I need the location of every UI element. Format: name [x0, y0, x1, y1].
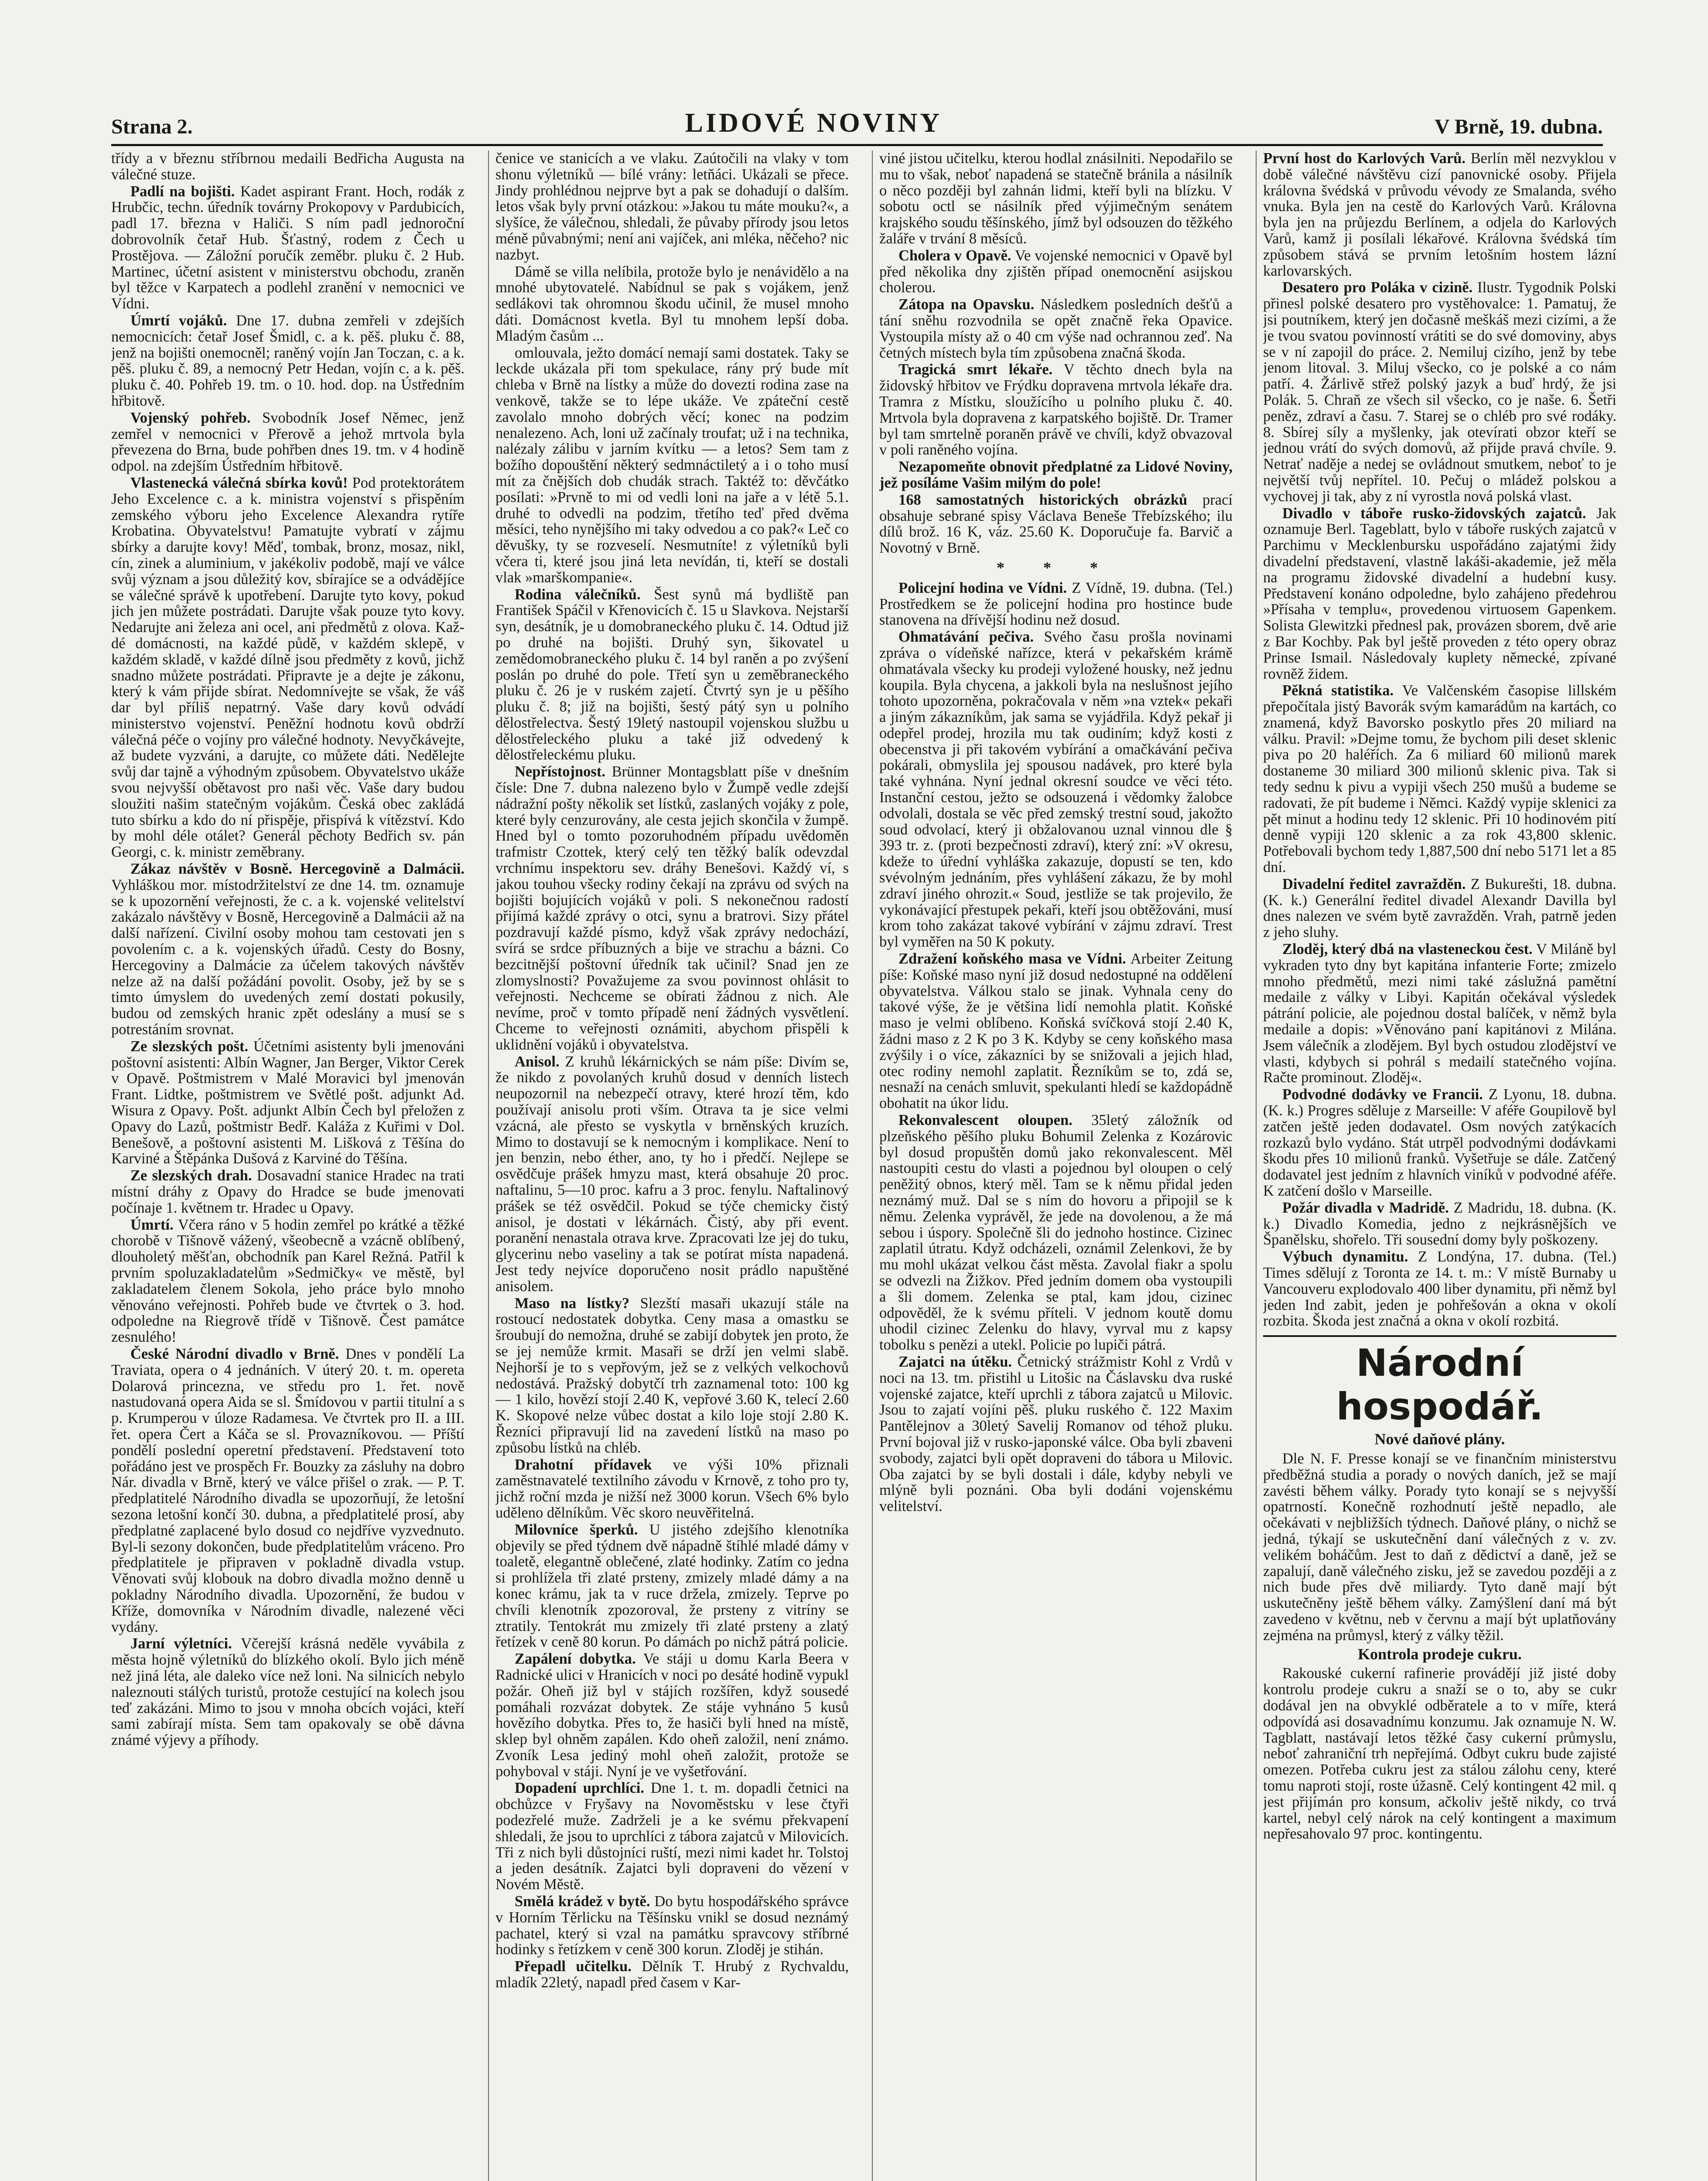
article-paragraph: [1263, 683, 1616, 875]
article-heading: Zátopa na Opavsku.: [898, 296, 1035, 313]
article-paragraph: [495, 1651, 849, 1779]
article-heading: Rekonvalescent oloupen.: [898, 1112, 1073, 1129]
article-body: čenice ve stanicích a ve vlaku. Zaútočili na vlaky v tom shonu výletníků — bílé vrány: letňáci. Ukázali se přece. Jindy prohlédnou nejprve byt a pak se dohadují o dalším. letos však byly první otázkou: »Jakou tu máte mouku?«, a slyšíce, že válečnou, shledali, že půvaby přírody jsou letos méně půvabnými; není ani vajíček, ani mléka, něčeho? nic nazbyt.: [495, 150, 849, 263]
page-header: [111, 99, 1603, 139]
article-body: Svobodník Josef Němec, jenž zemřel v nemocnici v Přerově a jehož mrtvola byla převezena do Brna, bude pohřben dnes 19. tm. v 4 hodině odpol. na zdejším Ústředním hřbitově.: [111, 409, 465, 475]
article-paragraph: [1263, 941, 1616, 1086]
article-paragraph: [1263, 1087, 1616, 1199]
article-paragraph: [111, 475, 465, 860]
article-heading: Úmrtí.: [130, 1216, 174, 1233]
article-body: Z Bukurešti, 18. dubna. (K. k.) Generální ředitel divadel Alexandr Davilla byl dnes nalezen ve svém bytě zavražděn. Vrah, patrně jeden z jeho sluhy.: [1263, 875, 1616, 941]
article-heading: Smělá krádež v bytě.: [515, 1893, 650, 1910]
article-body: Brünner Montagsblatt píše v dnešním čísle: Dne 7. dubna nalezeno bylo v Žumpě vedle zdejší nádražní pošty několik set lístků, zaslaných vojáky z pole, které byly cenzurovány, ale cesta jejich skončila v žumpě. Hned byl o tomto pozoruhodném případu uvědoměn trafmistr Czottek, který celý ten těžký balík odevzdal vrchnímu inspektoru sev. dráhy Benešovi. Každý ví, s jakou touhou všecky rodiny čekají na zprávu od svých na bojišti bojujících vojáků v poli. S nekonečnou radostí přijímá každé zprávy o otci, synu a bratrovi. Sizy přátel pozdravují každé písmo, když však zprávy nedochází, svírá se srdce příbuzných a bije ve strachu a bázni. Co bezcitnější poštovní úředník tak učinil? Snad jen ze zlomyslnosti? Považujeme za svou povinnost ohlásit to veřejnosti. Nechceme se obírati žádnou z nich. Ale nevíme, proč v tomto případě není žádných vysvětlení. Chceme to veřejnosti oznámiti, abychom přispěli k uklidnění vojáků i obyvatelstva.: [495, 763, 849, 1053]
article-body: Vyhláškou mor. místodržitelství ze dne 14. tm. oznamuje se k upozornění veřejnosti, že c. a k. vojenské velitelství zakázalo návštěvy v Bosně, Hercegovině a Dalmácii až na další nařízení. Civilní osoby mohou tam cestovati jen s povolením c. a k. vojenských úřadů. Cesty do Bosny, Hercegoviny a Dalmácie za účelem takových návštěv nelze až na další požádání povolit. Osoby, jež by se s timto úmyslem do uvedených zemí dostati pokusily, budou od zemských hranic zpět odeslány a musí se s potrestáním srovnat.: [111, 876, 465, 1038]
article-paragraph: Rakouské cukerní rafinerie provádějí již jisté doby kontrolu prodeje cukru a snaží se o to, aby se cukr dodával jen na obvyklé odběratele a to v míře, která odpovídá asi dosavadnímu konzumu. Jak oznamuje N. W. Tagblatt, nastávají letos těžké časy cukerní průmyslu, neboť zahraniční trh nepřejímá. Odbyt cukru bude zajisté omezen. Potřeba cukru jest za stálou zálohu ceny, které tomu naproti stojí, roste úžasně. Celý kontingent 42 mil. q jest přijímán pro konsum, ačkoliv ještě nikdy, co trvá kartel, nebyl celý nárok na celý kontingent a maximum nepřesahovalo 97 proc. kontingentu.: [1263, 1665, 1616, 1843]
article-heading: Přepadl učitelku.: [515, 1958, 632, 1975]
article-paragraph: [879, 297, 1233, 361]
article-body: Z Vídně, 19. dubna. (Tel.) Prostředkem se že policejní hodina pro hostince bude stanovena na dřívější hodinu než dosud.: [879, 579, 1233, 629]
article-heading: Divadlo v táboře rusko-židovských zajatců.: [1282, 505, 1586, 522]
article-paragraph: [111, 1039, 465, 1167]
article-heading: Výbuch dynamitu.: [1282, 1248, 1408, 1265]
article-paragraph: Dle N. F. Presse konají se ve finančním ministerstvu předběžná studia a porady o nových daních, jež se mají zavésti během války. Porady tyto konají se s nejvyšší opatrností. Konečně rozhodnutí ještě nepadlo, ale očekávati v nejbližších týdnech. Daňové plány, o nichž se jedná, týkají se uskutečnění daní válečných z v. zv. velikém boháčům. Jest to daň z dědictví a daně, jež se zapalují, daně válečného zisku, jež se zavedou později a z nich bude přes dvě miliardy. Tyto daně mají být uskutečněny ještě během války. Zamýšlení daní má být zavedeno v květnu, neb v červnu a mají být uplatňovány zejména na průmysl, který z války těžil.: [1263, 1450, 1616, 1644]
article-body: Ve stáji u domu Karla Beera v Radnické ulici v Hranicích v noci po desáté hodině vypukl požár. Oheň již byl v stájích rozšířen, když sousedé pomáhali rozvázat dobytek. Ze stáje vyhnáno 5 kusů hovězího dobytka. Přes to, že hasiči byli hned na místě, sklep byl ohněm zapálen. Kdo oheň založil, není známo. Zvoník Lesa jediný mohl oheň založit, protože se pohyboval v stáji. Nyní je ve vyšetřování.: [495, 1651, 849, 1780]
article-paragraph: [495, 345, 849, 586]
article-heading: Pěkná statistika.: [1282, 682, 1394, 699]
article-paragraph: [495, 1296, 849, 1456]
article-paragraph: [1263, 506, 1616, 682]
article-body: Četnický strážmistr Kohl z Vrdů v noci na 13. tm. přistihl u Litošic na Čáslavsku dva ruské vojenské zajatce, kteří uprchli z tábora zajatců u Milovic. Jsou to zajatí vojíni pěš. pluku ruského č. 122 Maxim Pantělejnov a 30letý Savelij Romanov od téhož pluku. První bojoval již v rusko-japonské válce. Oba byli zbaveni svobody, zajatci byli opět dopraveni do tábora u Milovic. Oba zajatci by se byli dostali i dále, kdyby nebyli ve mlýně byli poznáni. Oba byli dodáni vojenskému velitelství.: [879, 1353, 1233, 1515]
article-body: Včera ráno v 5 hodin zemřel po krátké a těžké chorobě v Tišnově vážený, všeobecně a vzácně oblíbený, dlouholetý měšťan, obchodník pan Karel Režná. Patřil k prvním spoluzakladatelům »Sedmičky« ve městě, byl zakladatelem členem Sokola, jeho práce bylo mnoho věnováno veřejnosti. Pohřeb bude ve čtvrtek o 3. hod. odpoledne na Riegrově třídě v Tišnově. Čest památce zesnulého!: [111, 1216, 465, 1346]
header-rule: [111, 144, 1603, 146]
page-number: Strana 2.: [111, 115, 193, 138]
article-heading: Jarní výletníci.: [130, 1635, 232, 1652]
article-body: Ve vojenské nemocnici v Opavě byl před několika dny zjištěn případ onemocnění asijskou cholerou.: [879, 247, 1233, 296]
article-body: Následkem posledních dešťů a tání sněhu rozvodnila se opět značně řeka Opavice. Vystoupila místy až o 40 cm výše nad ochrannou zeď. Na četných místech byla tím způsobena značná škoda.: [879, 296, 1233, 361]
article-paragraph: [111, 1346, 465, 1635]
article-heading: Rodina válečníků.: [515, 586, 641, 603]
article-heading: Milovníce šperků.: [515, 1521, 638, 1538]
article-paragraph: [111, 184, 465, 312]
article-body: Do bytu hospodářského správce v Horním Těrlicku na Těšínsku vnikl se dosud neznámý pachatel, který si vzal na památku spravcovy stříbrné hodinky s řetízkem v ceně 300 korun. Zloděj je stihán.: [495, 1893, 849, 1958]
article-body: Dámě se villa nelíbila, protože bylo je nenávidělo a na mnohé ubytovatelé. Nabídnul se pak s vojákem, jenž sedlákovi tak ohromnou škodu učinil, že musel mnoho dáti. Domácnost kvetla. Byl tu mnohem lepší doba. Mladým časům ...: [495, 263, 849, 344]
article-heading: 168 samostatných historických obrázků: [898, 491, 1188, 508]
article-heading: Divadelní ředitel zavražděn.: [1282, 875, 1466, 892]
article-body: Z Lyonu, 18. dubna. (K. k.) Progres sděluje z Marseille: V aféře Goupilově byl zatčen ještě jeden dodavatel. Osm nových zatýkacích rozkazů bylo vydáno. Stát utrpěl podvodnými dodávkami škodu přes 10 milionů franků. Vyšetřuje se dále. Zatčený dodavatel jest jedním z hlavních viníků v podvodné aféře. K zatčení došlo v Marseille.: [1263, 1086, 1616, 1199]
column-1: [111, 150, 465, 2181]
article-paragraph: [879, 459, 1233, 491]
article-body: U jistého zdejšího klenotníka objevily se před týdnem dvě nápadně štíhlé mladé dámy v toaletě, elegantně oblečené, zlaté hodinky. Zatím co jedna si prohlížela tři zlaté prsteny, zmizely mladé dámy a na konec krámu, jak ta v ruce držela, zmizely. Teprve po chvíli klenotník zpozoroval, že prsteny z vitríny se ztratily. Tentokrát mu zmizely tři zlaté prsteny a zlatý řetízek v ceně 80 korun. Po dámách po nichž pátrá policie.: [495, 1521, 849, 1651]
article-body: 35letý záložník od plzeňského pěšího pluku Bohumil Zelenka z Kozárovic byl dosud propuštěn domů jako rekonvalescent. Měl nastoupiti cestu do vlasti a pojednou byl oloupen o celý peněžitý obnos, který měl. Tam se k němu přidal jeden neznámý muž. Dal se s ním do hovoru a připojil se k němu. Zelenka vyprávěl, že jede na dovolenou, a že má sebou i úspory. Společně šli do jednoho hostince. Cizinec zaplatil útratu. Když odcházeli, oznámil Zelenkovi, že by mu mohl ukázat velkou část města. Zavolal fiakr a spolu se odvezli na Žižkov. Před jedním domem oba vystoupili a šli domem. Zelenka se ptal, kam jdou, cizinec odpověděl, že k svému příteli. V jednom koutě domu uhodil cizinec Zelenku do hlavy, vyrval mu z kapsy tobolku s penězi a utekl. Policie po lupiči pátrá.: [879, 1112, 1233, 1354]
article-heading: Zapálení dobytka.: [515, 1651, 636, 1668]
article-paragraph: [1263, 876, 1616, 940]
column-divider: [488, 150, 489, 2181]
article-heading: Nezapomeňte obnovit předplatné za Lidové Noviny, jež posíláme Vašim milým do pole!: [879, 458, 1233, 491]
article-heading: Zloděj, který dbá na vlasteneckou čest.: [1282, 941, 1533, 958]
article-body: Šest synů má bydliště pan František Spáčil v Křenovicích č. 15 u Slavkova. Nejstarší syn, desátník, je u domobraneckého pluku č. 14. Odtud již po druhé na bojišti. Druhý syn, šikovatel u zemědomobraneckého pluku č. 14 byl raněn a po zvýšení poslán po druhé do pole. Třetí syn u zeměbraneckého pluku č. 26 je v ruském zajetí. Čtvrtý syn je u pěšího pluku č. 8; již na bojišti, šestý pátý syn u polního dělostřelectva. Šestý 19letý nastoupil vojenskou službu u dělostřeleckého pluku a také již odvedený k dělostřeleckému pluku.: [495, 586, 849, 763]
article-paragraph: [1263, 280, 1616, 504]
article-heading: Nepřístojnost.: [515, 763, 605, 780]
article-paragraph: [495, 1522, 849, 1650]
article-paragraph: [495, 1457, 849, 1521]
article-heading: Zákaz návštěv v Bosně. Hercegovině a Dalmácii.: [130, 861, 465, 878]
column-3: [879, 150, 1233, 2181]
article-body: Kadet aspirant Frant. Hoch, rodák z Hrubčic, techn. úředník továrny Prokopovy v Pardubicích, padl 17. března v Haliči. S ním padl jednoroční dobrovolník četař Hub. Šťastný, rodem z Čech u Prostějova. — Záložní poručík zeměbr. pluku č. 2 Hub. Martinec, účetní asistent v ministerstvu obchodu, zraněn byl těžce v Karpatech a podlehl zranění v nemocnici ve Vídni.: [111, 183, 465, 312]
article-body: Z kruhů lékárnických se nám píše: Divím se, že nikdo z povolaných kruhů dosud v denních listech neupozornil na nebezpečí otravy, které hrozí těm, kdo používají anisolu proti vším. Otrava ta je sice velmi vzácná, ale přesto se vyskytla v brněnských kruzích. Mimo to dostavují se k nemocným i komplikace. Není to jen benzin, nebo éther, ano, ty ho i předčí. Nejlepe se osvědčuje prášek hmyzu mast, která obsahuje 20 proc. naftalinu, 5—10 proc. kafru a 3 proc. fenylu. Naftalinový prášek se též osvědčil. Pokud se týče chemicky čistý anisol, je dostati v lékárnách. Čistý, aby při event. poranění nenastala otrava krve. Zpracovati lze jej do tuku, glycerinu nebo vaseliny a tak se potírat místa napadená. Jest tedy nejvíce doporučeno nosit prádlo napuštěné anisolem.: [495, 1053, 849, 1295]
article-body: Dne 17. dubna zemřeli v zdejších nemocnicích: četař Josef Šmidl, c. a k. pěš. pluku č. 88, jenž na bojišti onemocněl; raněný vojín Jan Toczan, c. a k. pěš. pluku č. 89, a nemocný Petr Hedan, vojín c. a k. pěš. pluku č. 40. Pohřeb 19. tm. o 10. hod. dop. na Ústředním hřbitově.: [111, 312, 465, 409]
article-body: Včerejší krásná neděle vyvábila z města hojně výletníků do blízkého okolí. Bylo jich méně než jiná léta, ale daleko více než loni. Na silnicích nebylo naleznouti stálých turistů, protože cestující na kolech jsou teď zakázáni. Mimo to jsou v mnoha obcích vojáci, kteří sami zabírají místa. Sem tam opakovaly se obě dávna známé výjevy a příhody.: [111, 1635, 465, 1749]
article-paragraph: [879, 1354, 1233, 1514]
newspaper-title: LIDOVÉ NOVINY: [685, 108, 943, 138]
article-paragraph: [879, 580, 1233, 628]
article-paragraph: [111, 150, 465, 183]
article-heading: Ze slezských drah.: [130, 1167, 252, 1184]
section-title: Národní hospodář.: [1336, 1341, 1544, 1429]
article-heading: Úmrtí vojáků.: [130, 312, 227, 329]
article-heading: První host do Karlových Varů.: [1263, 150, 1465, 167]
subsection-title: Nové daňové plány.: [1374, 1430, 1505, 1448]
column-divider: [872, 150, 873, 2181]
article-body: Jak oznamuje Berl. Tageblatt, bylo v táboře ruských zajatců v Parchimu v Mecklenbursku uspořádáno zajatými židy divadelní představení, vlastně lakáši-akademie, jež měla na programu židovské divadelní a hudební kusy. Představení konáno odpoledne, bylo zahájeno předehrou »Přísaha v templu«, provedenou virtuosem Gapenkem. Solista Glewitzki přednesl pak, provázen sborem, dvě arie z Bar Kochby. Pak byl ještě proveden z této opery obraz Prinse Ismail. Následovaly kuplety německé, zpívané rovněž židem.: [1263, 505, 1616, 682]
article-paragraph: [111, 410, 465, 474]
article-heading: Vojenský pohřeb.: [130, 409, 251, 426]
article-paragraph: [111, 313, 465, 409]
article-body: ve výši 10% přiznali zaměstnavatelé textilního závodu v Krnově, z toho pro ty, jichž roční mzda je nižší než 3000 korun. Všech 6% bylo uděleno dělníkům. Věc skoro neuvěřitelná.: [495, 1456, 849, 1521]
article-paragraph: [879, 362, 1233, 458]
article-paragraph: [111, 861, 465, 1038]
column-4: [1263, 150, 1616, 2181]
article-body: třídy a v březnu stříbrnou medaili Bedřicha Augusta na válečné stuze.: [111, 150, 465, 183]
article-paragraph: [111, 1217, 465, 1345]
article-paragraph: [879, 150, 1233, 247]
article-heading: Padlí na bojišti.: [130, 183, 235, 200]
article-paragraph: [1263, 1200, 1616, 1248]
article-heading: Zdražení koňského masa ve Vídni.: [898, 950, 1126, 967]
article-paragraph: [1263, 1249, 1616, 1329]
article-body: viné jistou učitelku, kterou hodlal znásilniti. Nepodařilo se mu to však, neboť napadená se statečně bránila a násilník o něco později byl zahnán lidmi, kteří byli na blízku. V sobotu octl se násilník před výjimečným senátem krajského soudu těšínského, jímž byl odsouzen do těžkého žaláře v trvání 8 měsíců.: [879, 150, 1233, 247]
article-paragraph: [495, 1959, 849, 1991]
article-body: omlouvala, ježto domácí nemají sami dostatek. Taky se leckde ukázala při tom spekulace, rány prý bude mít chleba v Brně na lístky a může do dovezti rodina zase na venkově, takže se to lépe ukáže. Ve zpáteční cestě zavolalo mnoho dobrých věcí; konec na podzim nenalezeno. Ach, loni už začínaly troufat; už i na technika, nalézaly zálibu v jarním kvítku — a letos? Sem tam z božího dopouštění některý sedmnáctiletý a i o toho musí mít za čnějších dob chudák strach. Taktéž to: děvčátko posílati: »Prvně to mi od vedli loni na jaře a v létě 5.1. druhé to odvedli na podzim, třetího teď před dvěma měsíci, teho nynějšího mi taky odvedou a co pak?« Leč co děvušky, ty se rozveselí. Nesmutníte! z výletníků byli včera ti, které jsou jiná leta nevídán, ti, kteří se dostali vlak »marškompanie«.: [495, 344, 849, 586]
article-paragraph: [495, 1780, 849, 1893]
article-paragraph: [495, 264, 849, 344]
article-body: Dosavadní stanice Hradec na trati místní dráhy z Opavy do Hradce se bude jmenovati počínaje 1. květnem tr. Hradec u Opavy.: [111, 1167, 465, 1216]
article-heading: Drahotní přídavek: [515, 1456, 652, 1473]
article-heading: Desatero pro Poláka v cizině.: [1282, 279, 1473, 296]
article-body: Dělník T. Hrubý z Rychvaldu, mladík 22letý, napadl před časem v Kar-: [495, 1958, 849, 1991]
article-paragraph: [879, 629, 1233, 950]
article-heading: Policejní hodina ve Vídni.: [898, 579, 1067, 596]
article-body: Pod protektorátem Jeho Excelence c. a k. ministra vojenství s přispěním zemského výboru jeho Excelence Alexandra rytíře Krobatina. Obyvatelstvu! Pamatujte vybratí v zájmu sbírky a darujte kovy! Měď, tombak, bronz, mosaz, nikl, cín, zinek a aluminium, v jakékoliv podobě, mají ve válce svůj význam a jsou důležitý kov, sbírajíce se a odvádějíce se válečné správě k upotřebení. Darujte tyto kovy, pokud jich jen můžete postrádati. Darujte však pouze tyto kovy. Nedarujte ani železa ani ocel, ani předmětů z olova. Každé domácnosti, na každé půdě, v každém sklepě, v každém skladě, v každé dílně jsou předměty z kovů, jichž snadno můžete postrádati. Připravte je a dejte je zákonu, který k vám přijde sbírat. Nedomnívejte se však, že váš dar byl příliš nepatrný. Vaše dary kovů odvádí ministerstvo vojenství. Peněžní hodnotu kovů obdrží válečná péče o vojíny pro válečné hodnoty. Nevyčkávejte, až budete vyzváni, a darujte, co můžete dáti. Nedělejte svůj dar tajně a výhodným způsobem. Obyvatelstvo ukáže svou nejvyšší obětavost pro naši věc. Vaše dary budou sloužiti našim statečným vojákům. Česká obec zakládá tuto sbírku a kdo do ní přispěje, přispívá k vítězství. Kdo by mohl déle otálet? Generál pěchoty Bedřich sv. pán Georgi, c. k. ministr zeměbrany.: [111, 474, 465, 861]
article-body: prací obsahuje sebrané spisy Václava Beneše Třebízského; ilu dílů brož. 16 K, váz. 25.60 K. Doporučuje fa. Barvič a Novotný v Brně.: [879, 491, 1233, 557]
article-paragraph: [495, 150, 849, 263]
article-paragraph: [1263, 150, 1616, 279]
section-separator: * * *: [997, 558, 1115, 576]
article-paragraph: [111, 1168, 465, 1216]
article-body: Dne 1. t. m. dopadli četnici na obchůzce v Fryšavy na Novoměstsku v lese čtyři podezřelé muže. Zadrželi je a ke svému překvapení shledali, že jsou to uprchlíci z tábora zajatců v Milovicích. Tři z nich byli důstojníci ruští, mezi nimi kadet hr. Tolstoj a jeden desátník. Zajatci byli dopraveni do vězení v Novém Městě.: [495, 1780, 849, 1893]
article-body: V Miláně byl vykraden tyto dny byt kapitána infanterie Forte; zmizelo mnoho předmětů, mezi nimi také záslužná pamětní medaile z války v Libyi. Kapitán očekával výsledek pátrání policie, ale pojednou dostal balíček, v němž byla medaile a dopis: »Věnováno paní kapitánovi z Milána. Jsem válečník a zlodějem. Byl bych ostudou zlodějství ve vlasti, kdybych si pohrál s medailí statečného vojína. Račte prominout. Zloděj«.: [1263, 941, 1616, 1086]
article-paragraph: [879, 248, 1233, 296]
article-body: Berlín měl nezvyklou v době válečné návštěvu cizí panovnické osoby. Přijela královna švédská v průvodu vévody ze Smalanda, svého vnuka. Byla jen na cestě do Karlových Varů. Královna byla jen na průjezdu Berlínem, a odjela do Karlových Varů, kamž ji posílali lékařové. Královna švédská tím způsobem stává se prvním letošním hostem lázní karlovarských.: [1263, 150, 1616, 279]
article-heading: Podvodné dodávky ve Francii.: [1282, 1086, 1483, 1103]
article-body: Ilustr. Tygodnik Polski přinesl polské desatero pro vystěhovalce: 1. Pamatuj, že jsi poutníkem, který jen dočasně meškáš mezi cizími, a že je tvou svatou povinností vrátiti se do své domoviny, abys se v ní zapojil do práce. 2. Nemiluj cizího, jenž by tebe jenom litoval. 3. Miluj všecko, co je polské a co nám patří. 4. Žárlivě střež polský jazyk a buď hrdý, že jsi Polák. 5. Chraň ze všech sil všecko, co je naše. 6. Šetři peněz, zdraví a času. 7. Starej se o chléb pro své rodáky. 8. Sbírej síly a myšlenky, jak otevírati obzor kteří se jednou vrátí do svých domovů, až přijde pravá chvíle. 9. Netrať naděje a nedej se ovládnout smutkem, neboť to je největší tvůj nepřítel. 10. Pečuj o mládež polskou a vychovej ji tak, aby z ní vyrostla nová polská vlast.: [1263, 279, 1616, 505]
article-body: V těchto dnech byla na židovský hřbitov ve Frýdku dopravena mrtvola lékaře dra. Tramra z Místku, sloužícího u polního pluku č. 40. Mrtvola byla dopravena z karpatského bojiště. Dr. Tramer byl tam smrtelně poraněn právě ve chvíli, když obvazoval v poli raněného vojína.: [879, 361, 1233, 458]
article-heading: Vlastenecká válečná sbírka kovů!: [130, 474, 348, 491]
article-heading: Cholera v Opavě.: [898, 247, 1011, 264]
article-body: Arbeiter Zeitung píše: Koňské maso nyní již dosud nedostupné na oddělení obyvatelstva. Válkou stalo se jinak. Vyhnala ceny do takové výše, že je většina lidí nemohla platit. Koňské maso je velmi oblíbeno. Koňská svíčková stojí 2.40 K, žádni maso z 2 K po 3 K. Kdyby se ceny koňského masa zvýšily i o více, zákazníci by se snižovali a jejich hlad, otec rodiny nemohl zaplatit. Řezníkům se to, zdá se, nesnaží na cenách smluvit, spekulanti hledí se každopádně obohatit na úkor lidu.: [879, 950, 1233, 1112]
article-heading: Zajatci na útěku.: [898, 1353, 1012, 1370]
article-heading: Maso na lístky?: [515, 1295, 630, 1312]
article-body: Ve Valčenském časopise lillském přepočítala jistý Bavorák svým kamarádům na kartách, co znamená, když Bavorsko poskytlo přes 20 miliard na válku. Pravil: »Dejme tomu, že bychom pili deset sklenic piva po 20 haléřích. Za 6 miliard 60 milionů marek dostaneme 30 miliard 300 milionů sklenic piva. Tak si tedy sednu k pivu a vypiji všech 250 mušů a budeme se radovati, že pít budeme i Němci. Každý vypije sklenici za pět minut a hodinu tedy 12 sklenic. Při 10 hodinovém pití denně vypiji 120 sklenic a za rok 43,800 sklenic. Potřebovali bychom tedy 1,887,500 dní nebo 5171 let a 85 dní.: [1263, 682, 1616, 876]
section-rule: [1263, 1335, 1616, 1337]
article-paragraph: [879, 492, 1233, 556]
article-paragraph: [495, 1054, 849, 1295]
column-divider: [1256, 150, 1257, 2181]
article-paragraph: [495, 587, 849, 763]
article-paragraph: [111, 1636, 465, 1748]
article-body: Z Londýna, 17. dubna. (Tel.) Times sdělují z Toronta ze 14. t. m.: V místě Burnaby u Vancouveru explodovalo 400 liber dynamitu, při němž byl jeden Ind zabit, jeden je pohřešován a okna v okolí rozbita. Škoda jest značná a okna v okolí rozbitá.: [1263, 1248, 1616, 1330]
article-heading: Anisol.: [515, 1053, 560, 1070]
article-paragraph: [879, 1112, 1233, 1353]
subsection-title: Kontrola prodeje cukru.: [1358, 1645, 1522, 1663]
article-heading: Ohmatávání pečiva.: [898, 629, 1034, 646]
article-heading: Požár divadla v Madridě.: [1282, 1199, 1449, 1216]
article-body: Slezští masaři ukazují stále na rostoucí nedostatek dobytka. Ceny masa a omastku se šroubují do nemožna, druhé se zabijí dobytek jen proto, že se jej nemůže krmit. Masaři se drží jen velmi slabě. Nejhorší je to s vepřovým, jež se z velkých velkochovů nedostává. Pražský dobytčí trh zaznamenal toto: 100 kg — 1 kilo, hovězí stojí 2.40 K, vepřové 3.60 K, telecí 2.60 K. Skopové nelze vůbec dostat a kilo loje stojí 2.80 K. Řezníci připravují lid na zavedení lístků na maso po způsobu lístků na chléb.: [495, 1295, 849, 1456]
article-body: Z Madridu, 18. dubna. (K. k.) Divadlo Komedia, jedno z nejkrásnějších ve Španělsku, shořelo. Tři sousední domy byly poškozeny.: [1263, 1199, 1616, 1248]
article-heading: Ze slezských pošt.: [130, 1038, 249, 1055]
article-paragraph: [495, 764, 849, 1053]
article-heading: České Národní divadlo v Brně.: [130, 1345, 339, 1362]
article-paragraph: [495, 1894, 849, 1958]
article-body: Svého času prošla novinami zpráva o vídeňské nařízce, která v pekařském krámě ohmatávala všecky ku prodeji vyložené housky, než jednu koupila. Byla chycena, a jakkoli byla na neslušnost jejího tohoto upozorněna, pokračovala v něm »na vztek« pekaři a jiným zákazníkům, jak sama se vyjádřila. Když pekař ji odepřel prodej, hrozila mu tak oudiním; když kosti z obecenstva ji při takovém vybírání a omačkávání pečiva pokárali, obmyslila jej spousou nadávek, pro které byla také vyhnána. Nyní jednal okresní soudce ve věci této. Instanční cestou, ježto se odsouzená i vědomky žalobce odvolali, dostala se věc před zemský trestní soud, jakožto soud odvolací, který ji obžalovanou uznal vinnou dle § 393 tr. z. (proti bezpečnosti zdraví), který zní: »V okresu, kdeže to úřední vyhláška zakazuje, dopustí se ten, kdo svévolným jednáním, přes vyhlášení zákazu, že by mohl zdraví jiného ohrozit.« Soud, jestliže se tak projevilo, že vykonávající přestupek pekaři, kteří jsou obtěžováni, musí krom toho zakázat takové vybírání v zájmu zdraví. Trest byl vyměřen na 50 K pokuty.: [879, 629, 1233, 950]
article-body: Dnes v pondělí La Traviata, opera o 4 jednáních. V úterý 20. t. m. opereta Dolarová princezna, ve středu pro 1. řet. nově nastudovaná opera Aida se sl. Šmídovou v partii titulní a s p. Krumperou v úloze Radamesa. Ve čtvrtek pro II. a III. řet. opera Čert a Káča se sl. Provazníkovou. — Příští pondělí poslední operetní představení. Představení toto pořádáno jest ve prospěch Fr. Bouzky za zásluhy na dobro Nár. divadla v Brně, který ve válce přišel o zrak. — P. T. předplatitelé Národního divadla se upozorňují, že letošní sezona letošní končí 30. dubna, a předplatitelé prosí, aby předplatné zaplacené bylo dosud co nejdříve vyzvednuto. Byl-li sezony dokončen, bude předplatitelům vráceno. Pro předplatitele je připraven v pokladně divadla vstup. Věnovati svůj klobouk na dobro divadla možno denně u pokladny Národního divadla. Upozornění, že budou v Kříže, domovníka v Národním divadle, nalezené věci vydány.: [111, 1345, 465, 1635]
article-paragraph: [879, 951, 1233, 1111]
article-body: Účetními asistenty byli jmenováni poštovní asistenti: Albín Wagner, Jan Berger, Viktor Cerek v Opavě. Poštmistrem v Malé Moravici byl jmenován Frant. Lidtke, poštmistrem ve Světlé pošt. adjunkt Ad. Wisura z Opavy. Pošt. adjunkt Albín Čech byl přeložen z Opavy do Lazů, poštmistr Bedř. Kaláža z Kuřimi v Dol. Benešově, a poštovní asistenti M. Lišková z Těšína do Karviné a Štěpánka Dušová z Karviné do Těšína.: [111, 1038, 465, 1167]
article-heading: Tragická smrt lékaře.: [898, 361, 1053, 378]
column-2: [495, 150, 849, 2181]
article-heading: Dopadení uprchlíci.: [515, 1780, 644, 1797]
issue-date: V Brně, 19. dubna.: [1435, 115, 1603, 138]
